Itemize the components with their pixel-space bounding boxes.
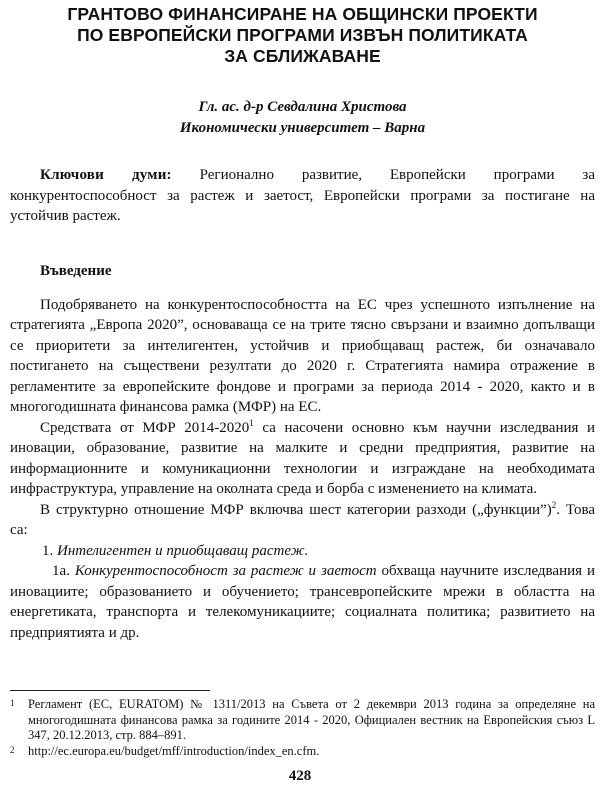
section-heading: Въведение bbox=[40, 262, 112, 279]
paragraph-2-end: са насочени основно към научни изследвания и иновации, образование, развитие на малките и средни предприятия, развитие на информационните и комуникационни технологии и изграждане на необходимата инфраструктура, управление на околната среда и борба с изменението на климата. bbox=[10, 419, 596, 497]
list-item-number: 1. bbox=[42, 542, 57, 559]
page-number: 428 bbox=[288, 768, 312, 784]
paragraph-3-end: . Това са: bbox=[10, 501, 595, 538]
footnote-ref-1[interactable]: 1 bbox=[249, 417, 254, 428]
paragraph-4-number: 1а. bbox=[52, 563, 75, 579]
footnote-1 bbox=[10, 697, 595, 744]
paragraph-2 bbox=[10, 418, 595, 500]
author-affiliation: Икономически университет – Варна bbox=[179, 120, 426, 136]
keywords-label: Ключови думи: bbox=[40, 167, 172, 183]
author-name: Гл. ас. д-р Севдалина Христова bbox=[198, 99, 407, 115]
paper-title bbox=[10, 0, 595, 67]
keywords-paragraph bbox=[10, 165, 595, 227]
footnote-number: 1 bbox=[10, 698, 15, 708]
paragraph-4-term: Конкурентоспособност за растеж и заетост bbox=[74, 563, 377, 579]
footnotes bbox=[10, 690, 595, 759]
author-block bbox=[10, 97, 595, 139]
paragraph-2-start: Средствата от МФР 2014-2020 bbox=[40, 419, 250, 436]
footnote-text: Регламент (ЕС, ЕURATOM) № 1311/2013 на Съвета от 2 декември 2013 година за определяне на многогодишната финансова рамка за годините 2014 - 2020, Официален вестник на Европейския съюз L 347, 20.12.2013, стр. 884–891. bbox=[28, 697, 595, 742]
paragraph-3-start: В структурно отношение МФР включва шест категории разходи („функции”) bbox=[40, 501, 552, 518]
paragraph-4-text: обхваща научните изследвания и иновациите; образованието и обучението; трансевропейските мрежи в областта на енергетиката, транспорта и телекомуникациите; социалната политика; развитието на предприятията и др. bbox=[10, 563, 595, 641]
paragraph-3 bbox=[10, 500, 595, 541]
footnote-2 bbox=[10, 744, 595, 760]
footnote-link[interactable]: http://ec.europa.eu/budget/mff/introduction/index_en.cfm. bbox=[28, 743, 320, 758]
paragraph-1: Подобряването на конкурентоспособността на ЕС чрез успешното изпълнение на стратегията „Европа 2020”, основаваща се на трите тясно свързани и взаимно допълващи се приоритети за интелигентен, устойчив и приобщаващ растеж, би означавало постигането на съществени резултати до 2020 г. Стратегията намира отражение в регламентите за европейските фондове и програми за периода 2014 - 2020, както и в многогодишната финансова рамка (МФР) на ЕС. bbox=[10, 296, 595, 415]
list-item bbox=[10, 541, 595, 562]
footnote-ref-2[interactable]: 2 bbox=[551, 499, 557, 510]
footnote-divider bbox=[10, 690, 210, 691]
list-item-text: Интелигентен и приобщаващ растеж. bbox=[57, 542, 309, 559]
title-line-1: ГРАНТОВО ФИНАНСИРАНЕ НА ОБЩИНСКИ ПРОЕКТИ bbox=[67, 4, 538, 24]
footnote-number: 2 bbox=[10, 744, 15, 755]
title-line-2: ПО ЕВРОПЕЙСКИ ПРОГРАМИ ИЗВЪН ПОЛИТИКАТА bbox=[77, 25, 528, 45]
title-line-3: ЗА СБЛИЖАВАНЕ bbox=[224, 46, 381, 66]
keywords-text: Регионално развитие, Европейски програми за конкурентоспособност за растеж и заетост, Европейски програми за постигане на устойчив растеж. bbox=[10, 167, 596, 224]
paragraph-4 bbox=[10, 561, 595, 643]
